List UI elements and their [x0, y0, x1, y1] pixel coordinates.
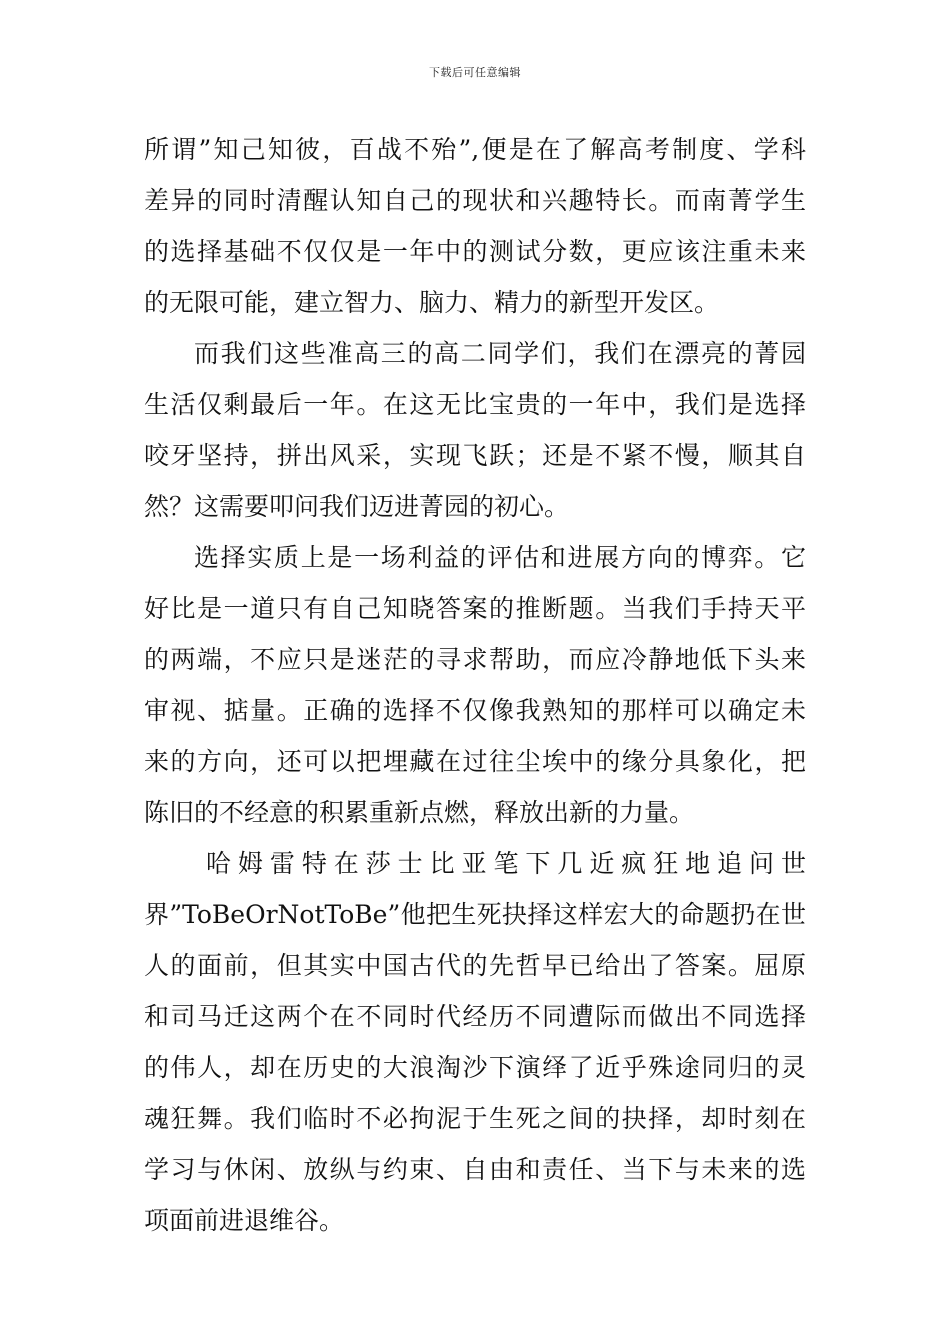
text-line: 生活仅剩最后一年。在这无比宝贵的一年中，我们是选择: [144, 390, 806, 419]
text-line: 好比是一道只有自己知晓答案的推断题。当我们手持天平: [144, 594, 806, 623]
text-line: 而我们这些准高三的高二同学们，我们在漂亮的菁园: [194, 339, 806, 368]
text-line: 来的方向，还可以把埋藏在过往尘埃中的缘分具象化，把: [144, 747, 806, 776]
text-line: 项面前进退维谷。: [144, 1206, 345, 1235]
paragraph-1: [144, 124, 806, 328]
text-line: 的无限可能，建立智力、脑力、精力的新型开发区。: [144, 288, 720, 317]
body-text: [144, 124, 806, 1246]
paragraph-4: [144, 838, 806, 1246]
paragraph-3: [144, 532, 806, 838]
text-line: 哈姆雷特在莎士比亚笔下几近疯狂地追问世: [206, 849, 806, 878]
text-line: 选择实质上是一场利益的评估和进展方向的博弈。它: [194, 543, 806, 572]
text-line: 差异的同时清醒认知自己的现状和兴趣特长。而南菁学生: [144, 186, 806, 215]
text-line: 人的面前，但其实中国古代的先哲早已给出了答案。屈原: [144, 951, 806, 980]
page-header: 下载后可任意编辑: [429, 66, 521, 79]
text-line: 的两端，不应只是迷茫的寻求帮助，而应冷静地低下头来: [144, 645, 806, 674]
text-line: 的伟人，却在历史的大浪淘沙下演绎了近乎殊途同归的灵: [144, 1053, 806, 1082]
paragraph-2: [144, 328, 806, 532]
text-line: 然？这需要叩问我们迈进菁园的初心。: [144, 492, 570, 521]
text-line: 的选择基础不仅仅是一年中的测试分数，更应该注重未来: [144, 237, 806, 266]
text-line: 和司马迁这两个在不同时代经历不同遭际而做出不同选择: [144, 1002, 806, 1031]
text-line: 审视、掂量。正确的选择不仅像我熟知的那样可以确定未: [144, 696, 806, 725]
text-line: 界”ToBeOrNotToBe”他把生死抉择这样宏大的命题扔在世: [144, 900, 806, 929]
text-line: 陈旧的不经意的积累重新点燃，释放出新的力量。: [144, 798, 695, 827]
text-line: 学习与休闲、放纵与约束、自由和责任、当下与未来的选: [144, 1155, 806, 1184]
text-line: 魂狂舞。我们临时不必拘泥于生死之间的抉择，却时刻在: [144, 1104, 806, 1133]
text-line: 所谓”知己知彼，百战不殆”,便是在了解高考制度、学科: [144, 135, 806, 164]
text-line: 咬牙坚持，拼出风采，实现飞跃；还是不紧不慢，顺其自: [144, 441, 806, 470]
